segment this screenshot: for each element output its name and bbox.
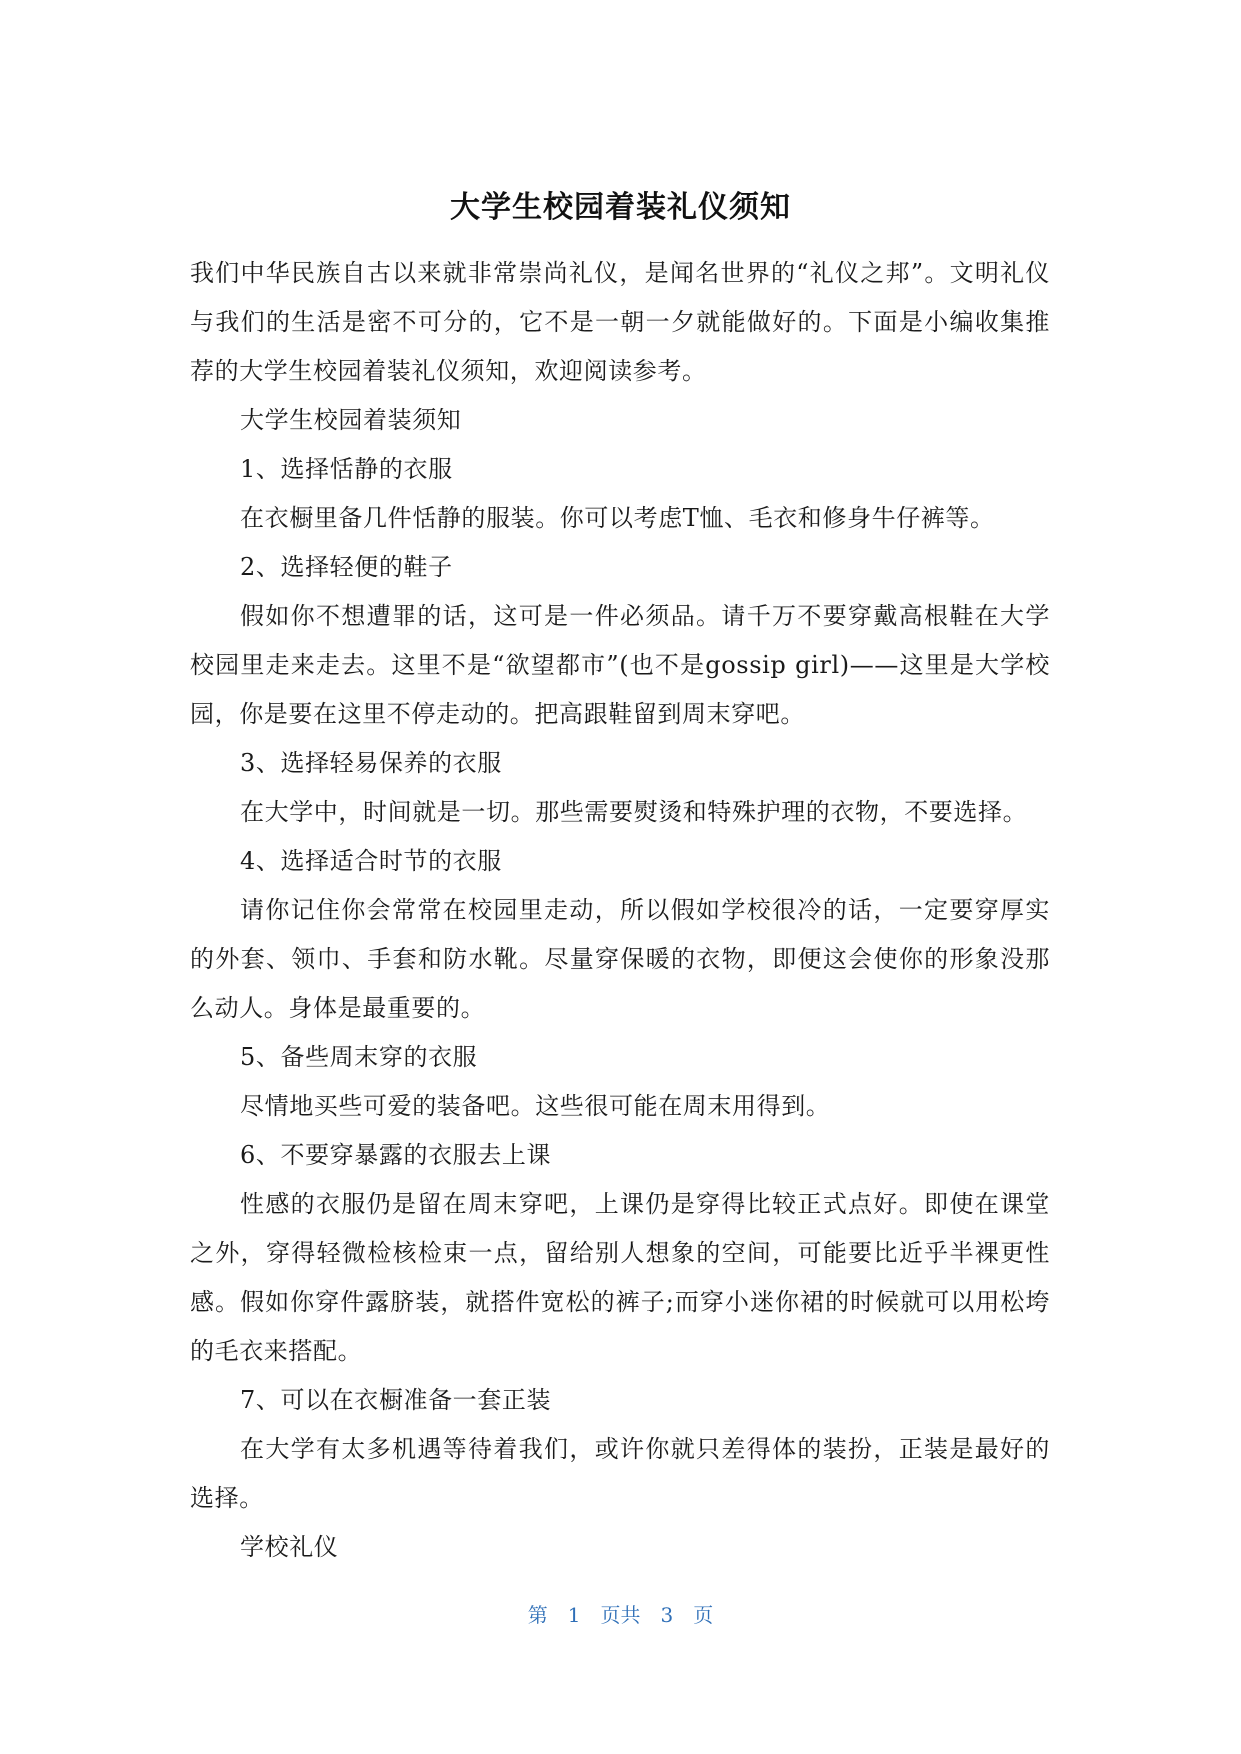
item-heading-7: 7、可以在衣橱准备一套正装 xyxy=(240,1386,552,1414)
section-heading-dress-code: 大学生校园着装须知 xyxy=(240,406,462,434)
footer-current-page: 1 xyxy=(567,1603,581,1627)
item-body-4: 请你记住你会常常在校园里走动，所以假如学校很冷的话，一定要穿厚实的外套、领巾、手套和防水靴。尽量穿保暖的衣物，即便这会使你的形象没那么动人。身体是最重要的。 xyxy=(190,896,1050,1022)
item-heading-3: 3、选择轻易保养的衣服 xyxy=(240,749,502,777)
footer-suffix: 页 xyxy=(693,1603,714,1627)
item-body-6: 性感的衣服仍是留在周末穿吧，上课仍是穿得比较正式点好。即使在课堂之外，穿得轻微检核检束一点，留给别人想象的空间，可能要比近乎半裸更性感。假如你穿件露脐装，就搭件宽松的裤子;而穿小迷你裙的时候就可以用松垮的毛衣来搭配。 xyxy=(190,1190,1050,1365)
section-heading-school-etiquette: 学校礼仪 xyxy=(240,1533,339,1561)
footer-middle: 页共 xyxy=(600,1603,641,1627)
item-body-1: 在衣橱里备几件恬静的服装。你可以考虑T恤、毛衣和修身牛仔裤等。 xyxy=(240,504,995,532)
item-heading-1: 1、选择恬静的衣服 xyxy=(240,455,453,483)
item-heading-4: 4、选择适合时节的衣服 xyxy=(240,847,502,875)
footer-prefix: 第 xyxy=(527,1603,548,1627)
item-heading-6: 6、不要穿暴露的衣服去上课 xyxy=(240,1141,552,1169)
item-heading-5: 5、备些周末穿的衣服 xyxy=(240,1043,478,1071)
paragraph-intro: 我们中华民族自古以来就非常崇尚礼仪，是闻名世界的“礼仪之邦”。文明礼仪与我们的生活是密不可分的，它不是一朝一夕就能做好的。下面是小编收集推荐的大学生校园着装礼仪须知，欢迎阅读参考。 xyxy=(190,259,1050,385)
item-body-5: 尽情地买些可爱的装备吧。这些很可能在周末用得到。 xyxy=(240,1092,831,1120)
item-heading-2: 2、选择轻便的鞋子 xyxy=(240,553,453,581)
document-body xyxy=(190,249,1050,1572)
item-body-3: 在大学中，时间就是一切。那些需要熨烫和特殊护理的衣物，不要选择。 xyxy=(240,798,1028,826)
footer-total-pages: 3 xyxy=(660,1603,674,1627)
item-body-7: 在大学有太多机遇等待着我们，或许你就只差得体的装扮，正装是最好的选择。 xyxy=(190,1435,1050,1512)
page-footer xyxy=(0,1600,1241,1630)
item-body-2: 假如你不想遭罪的话，这可是一件必须品。请千万不要穿戴高根鞋在大学校园里走来走去。这里不是“欲望都市”(也不是gossip girl)——这里是大学校园，你是要在这里不停走动的。把高跟鞋留到周末穿吧。 xyxy=(190,602,1050,728)
document-title: 大学生校园着装礼仪须知 xyxy=(450,190,791,225)
